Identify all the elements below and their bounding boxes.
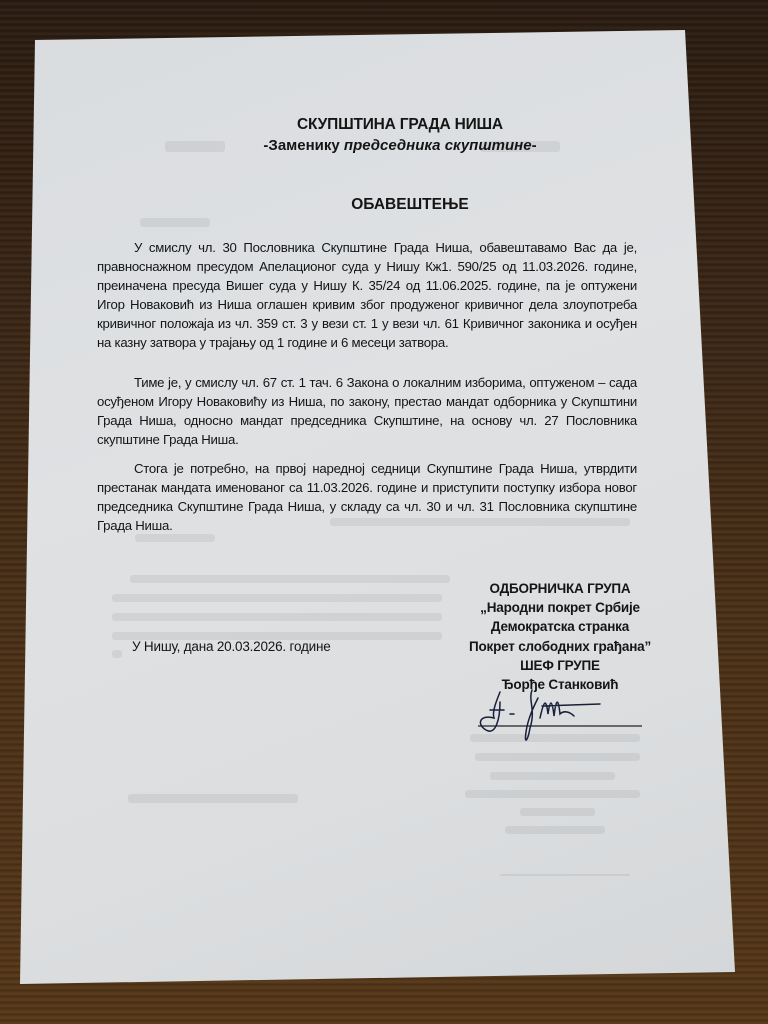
recipient-italic: председника скупштине [343, 137, 532, 154]
institution-heading: СКУПШТИНА ГРАДА НИША [297, 116, 503, 133]
handwritten-signature [470, 688, 650, 748]
recipient-prefix: -Заменику [263, 137, 344, 154]
body-paragraph-2: Тиме је, у смислу чл. 67 ст. 1 тач. 6 Закона о локалним изборима, оптуженом – сада осуђеном Игору Новаковићу из Ниша, по закону, престао мандат одборника у Скупштини Града Ниша, односно мандат председника Скупштине, на основу чл. 27 Пословника скупштине Града Ниша. [97, 375, 637, 447]
party-line-2: Демократска странка [490, 619, 630, 635]
recipient-line [200, 137, 600, 154]
party-line-1: „Народни покрет Србије [480, 600, 640, 616]
place-and-date: У Нишу, дана 20.03.2026. године [132, 639, 331, 654]
group-head-role: ШЕФ ГРУПЕ [520, 657, 600, 673]
signature-block [435, 579, 685, 694]
recipient-suffix: - [531, 137, 537, 154]
body-paragraph-3: Стога је потребно, на првој наредној седници Скупштине Града Ниша, утврдити престанак мандата именованог са 11.03.2026. године и приступити поступку избора новог председника Скупштине Града Ниша, у складу са чл. 30 и чл. 31 Пословника скупштине Града Ниша. [97, 461, 637, 533]
signature-stroke [480, 690, 600, 740]
group-label: ОДБОРНИЧКА ГРУПА [489, 581, 631, 596]
body-paragraph-1: У смислу чл. 30 Пословника Скупштине Града Ниша, обавештавамо Вас да је, правноснажном пресудом Апелационог суда у Нишу Кж1. 590/25 од 11.03.2026. године, преиначена пресуда Вишег суда у Нишу К. 35/24 од 11.06.2025. године, па је оптужени Игор Новаковић из Ниша оглашен кривим због продуженог кривичног дела злоупотреба кривичног положаја из чл. 359 ст. 3 у вези ст. 1 у вези чл. 61 Кривичног законика и осуђен на казну затвора у трајању од 1 године и 6 месеци затвора. [97, 240, 637, 350]
document-title: ОБАВЕШТЕЊЕ [351, 196, 469, 213]
signatory-name: Ђорђе Станковић [501, 677, 619, 693]
party-line-3: Покрет слободних грађана” [468, 638, 652, 654]
